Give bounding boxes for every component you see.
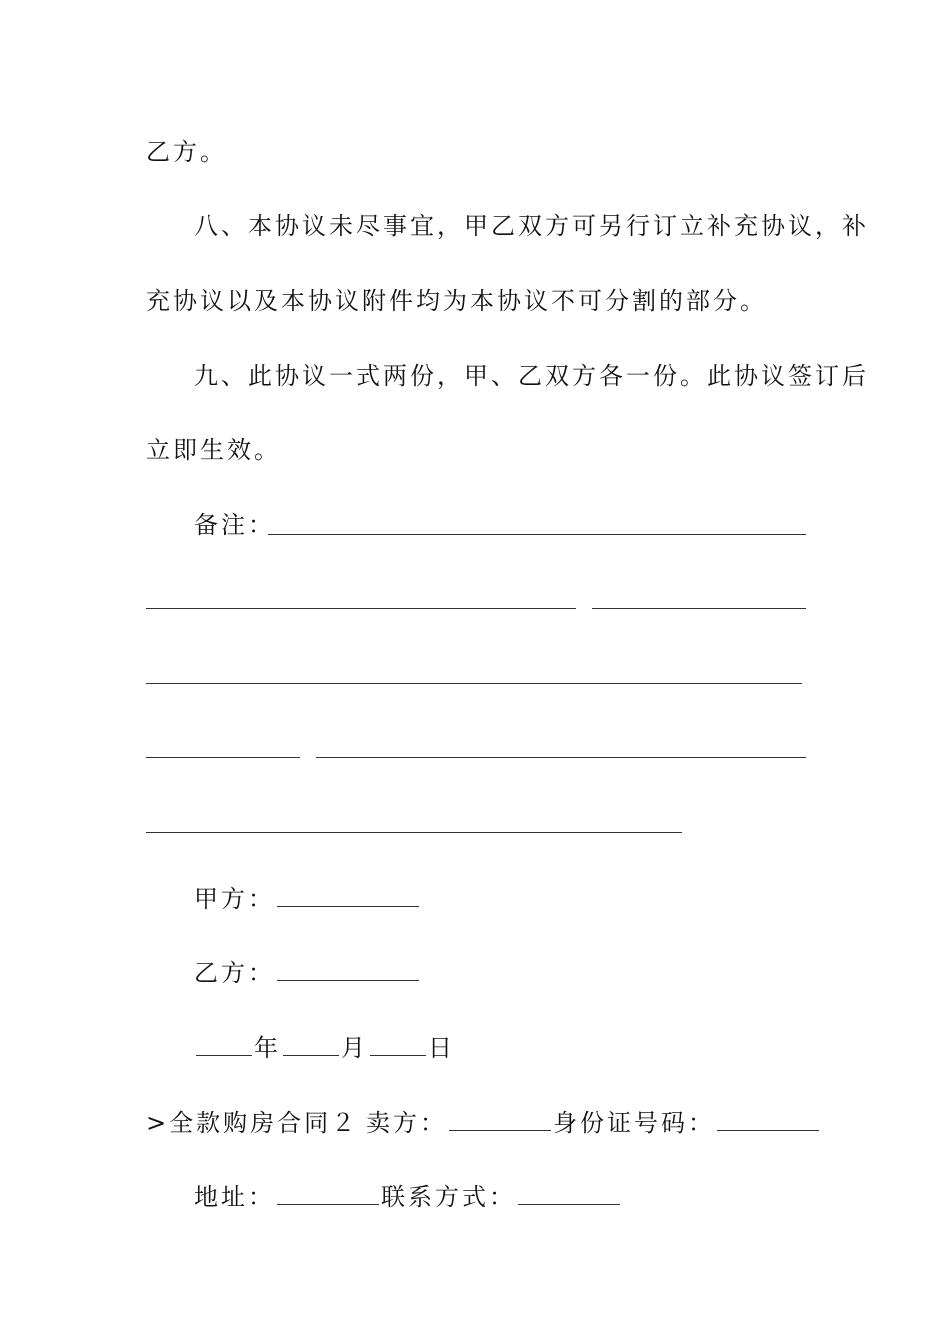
paragraph-8-line-2: 充协议以及本协议附件均为本协议不可分割的部分。	[146, 287, 767, 315]
party-b-blank	[277, 958, 419, 981]
contact-blank	[518, 1182, 620, 1205]
date-row	[194, 1033, 455, 1063]
year-blank	[196, 1033, 252, 1056]
month-label: 月	[341, 1034, 368, 1062]
party-b-label: 乙方：	[194, 959, 275, 987]
contract-title: >全款购房合同２	[146, 1109, 359, 1137]
paragraph-8-line-1: 八、本协议未尽事宜，甲乙双方可另行订立补充协议，补	[194, 212, 869, 240]
remarks-blank-line-5	[146, 832, 682, 833]
id-number-label: 身份证号码：	[553, 1109, 715, 1137]
paragraph-9-line-2: 立即生效。	[146, 436, 281, 464]
id-number-blank	[717, 1108, 819, 1131]
address-blank	[277, 1182, 379, 1205]
address-row	[194, 1182, 622, 1212]
remarks-blank-line-4b	[316, 757, 806, 758]
seller-label: 卖方：	[366, 1109, 447, 1137]
contact-label: 联系方式：	[381, 1183, 516, 1211]
address-label: 地址：	[194, 1183, 275, 1211]
remarks-blank-line-2a	[146, 608, 576, 609]
remarks-blank-line-4a	[146, 757, 300, 758]
remarks-blank-line-2b	[592, 608, 806, 609]
remarks-blank-line-3	[146, 683, 802, 684]
seller-blank	[449, 1108, 551, 1131]
remarks-label: 备注：	[194, 511, 275, 539]
paragraph-7-tail: 乙方。	[146, 138, 227, 166]
party-b-row	[194, 958, 421, 988]
day-blank	[370, 1033, 426, 1056]
remarks-blank-line-1	[268, 534, 806, 535]
contract-title-row	[146, 1108, 358, 1138]
paragraph-9-line-1: 九、此协议一式两份，甲、乙双方各一份。此协议签订后	[194, 362, 869, 390]
year-label: 年	[254, 1034, 281, 1062]
month-blank	[283, 1033, 339, 1056]
seller-row	[366, 1108, 821, 1138]
party-a-label: 甲方：	[194, 885, 275, 913]
party-a-blank	[277, 884, 419, 907]
day-label: 日	[428, 1034, 455, 1062]
party-a-row	[194, 884, 421, 914]
